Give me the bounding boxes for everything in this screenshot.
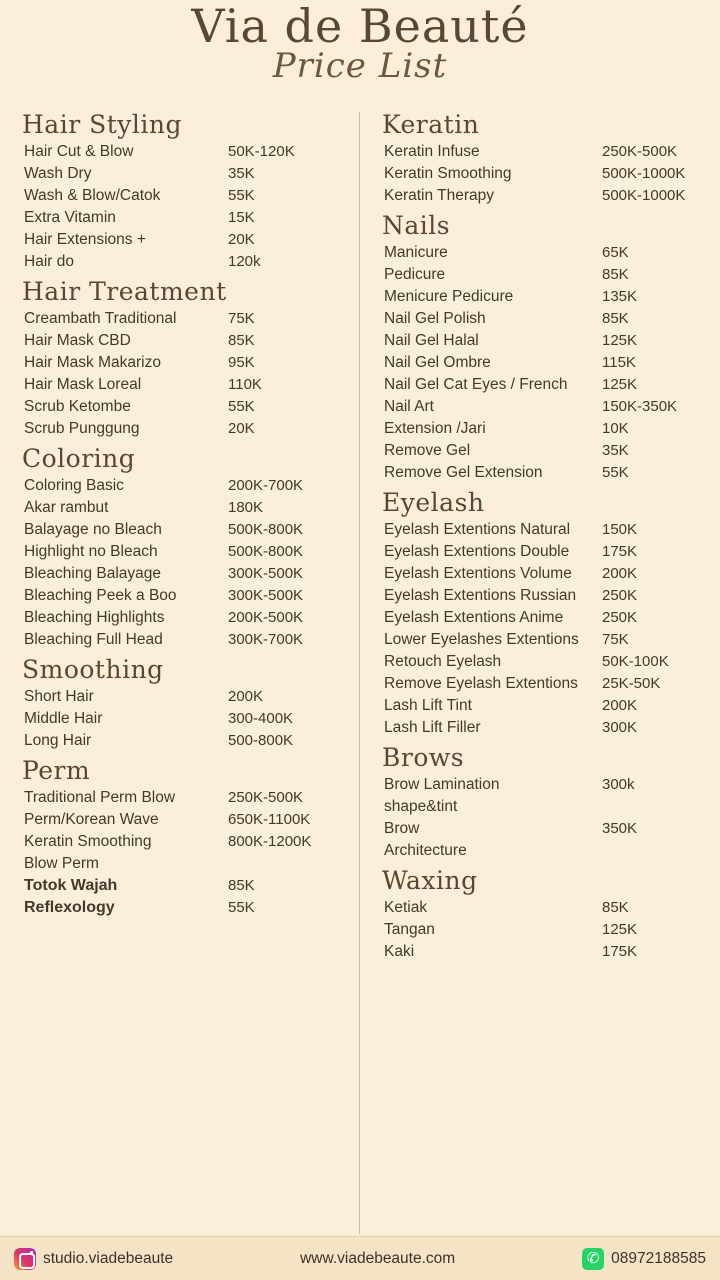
- service-name: Remove Gel Extension: [384, 464, 543, 481]
- page-subtitle: Price List: [272, 46, 448, 87]
- service-price: 135K: [602, 288, 638, 305]
- service-name: Extra Vitamin: [24, 209, 116, 226]
- page-header: [0, 0, 720, 86]
- service-price: 110K: [228, 376, 262, 393]
- service-price: 20K: [228, 231, 255, 248]
- price-row: [374, 897, 706, 919]
- service-price: 115K: [602, 354, 636, 371]
- service-name: Nail Gel Polish: [384, 310, 486, 327]
- service-name: Middle Hair: [24, 710, 103, 727]
- service-name: Short Hair: [24, 688, 94, 705]
- service-price: 300K-700K: [228, 631, 304, 648]
- service-name: Bleaching Balayage: [24, 565, 162, 582]
- price-row: [374, 374, 706, 396]
- service-name: Pedicure: [384, 266, 446, 283]
- service-name: Totok Wajah: [24, 877, 118, 894]
- service-name: Manicure: [384, 244, 448, 261]
- service-name: Brow Lamination: [384, 776, 500, 793]
- service-price: 500K-1000K: [602, 187, 686, 204]
- service-price: 250K: [602, 587, 638, 604]
- section-items: [14, 475, 346, 651]
- service-name: Reflexology: [24, 899, 115, 916]
- right-column: [360, 106, 720, 1236]
- price-row: [374, 352, 706, 374]
- price-row: [374, 919, 706, 941]
- service-price: 180K: [228, 499, 264, 516]
- service-price: 300K: [602, 719, 638, 736]
- instagram-icon: [14, 1248, 36, 1270]
- service-price: 75K: [228, 310, 255, 327]
- service-name: Hair do: [24, 253, 74, 270]
- service-price: 500-800K: [228, 732, 294, 749]
- price-row: [374, 396, 706, 418]
- service-price: 85K: [602, 899, 629, 916]
- whatsapp-number: 08972188585: [611, 1249, 706, 1267]
- price-row: [374, 141, 706, 163]
- service-price: 250K-500K: [602, 143, 678, 160]
- price-row: [14, 497, 346, 519]
- service-price: 300-400K: [228, 710, 294, 727]
- service-name: Keratin Smoothing: [24, 833, 152, 850]
- price-columns: [0, 106, 720, 1236]
- section-title-waxing: Waxing: [382, 866, 478, 895]
- section-items: [14, 141, 346, 273]
- price-row: [374, 440, 706, 462]
- service-name: Hair Mask Makarizo: [24, 354, 161, 371]
- service-price: 55K: [228, 187, 255, 204]
- service-price: 55K: [602, 464, 629, 481]
- price-row: [14, 787, 346, 809]
- service-name: Retouch Eyelash: [384, 653, 502, 670]
- price-row: [374, 818, 706, 840]
- price-row: [14, 730, 346, 752]
- price-row: [374, 330, 706, 352]
- service-price: 250K-500K: [228, 789, 304, 806]
- service-price: 25K-50K: [602, 675, 661, 692]
- service-price: 10K: [602, 420, 629, 437]
- service-price: 200K-700K: [228, 477, 304, 494]
- price-row: [374, 563, 706, 585]
- service-name: Wash & Blow/Catok: [24, 187, 161, 204]
- service-name: Eyelash Extentions Russian: [384, 587, 577, 604]
- service-name: Nail Gel Ombre: [384, 354, 491, 371]
- service-name: Kaki: [384, 943, 415, 960]
- service-price: 125K: [602, 921, 638, 938]
- service-price: 175K: [602, 943, 638, 960]
- service-price: 85K: [228, 332, 255, 349]
- price-row: [374, 629, 706, 651]
- price-row: [374, 651, 706, 673]
- section-title-keratin: Keratin: [382, 110, 480, 139]
- service-price: 200K: [228, 688, 264, 705]
- service-price: 500K-1000K: [602, 165, 686, 182]
- service-name: Scrub Ketombe: [24, 398, 131, 415]
- price-row: [14, 475, 346, 497]
- price-row: [374, 796, 706, 818]
- price-row: [14, 163, 346, 185]
- service-price: 200K: [602, 697, 638, 714]
- price-row: [14, 185, 346, 207]
- service-price: 35K: [228, 165, 255, 182]
- page-footer: [0, 1236, 720, 1280]
- price-row: [14, 686, 346, 708]
- service-name: shape&tint: [384, 798, 458, 815]
- left-column: [0, 106, 360, 1236]
- section-items: [374, 519, 706, 739]
- section-title-smoothing: Smoothing: [22, 655, 164, 684]
- price-row: [14, 875, 346, 897]
- service-name: Lash Lift Filler: [384, 719, 481, 736]
- service-name: Remove Eyelash Extentions: [384, 675, 578, 692]
- price-row: [14, 352, 346, 374]
- service-name: Ketiak: [384, 899, 428, 916]
- service-price: 150K: [602, 521, 638, 538]
- website-url: www.viadebeaute.com: [300, 1249, 456, 1267]
- section-title-perm: Perm: [22, 756, 91, 785]
- price-row: [14, 141, 346, 163]
- service-name: Nail Art: [384, 398, 434, 415]
- price-row: [374, 308, 706, 330]
- price-row: [374, 695, 706, 717]
- service-price: 500K-800K: [228, 521, 304, 538]
- service-price: 85K: [602, 310, 629, 327]
- price-row: [14, 207, 346, 229]
- service-name: Coloring Basic: [24, 477, 124, 494]
- section-title-coloring: Coloring: [22, 444, 136, 473]
- price-row: [14, 585, 346, 607]
- service-price: 120k: [228, 253, 261, 270]
- price-row: [374, 607, 706, 629]
- service-name: Eyelash Extentions Volume: [384, 565, 572, 582]
- price-row: [14, 308, 346, 330]
- service-name: Wash Dry: [24, 165, 92, 182]
- service-name: Nail Gel Cat Eyes / French: [384, 376, 568, 393]
- service-price: 300k: [602, 776, 635, 793]
- price-row: [374, 774, 706, 796]
- service-name: Eyelash Extentions Natural: [384, 521, 571, 538]
- price-row: [14, 330, 346, 352]
- price-row: [14, 607, 346, 629]
- price-row: [14, 374, 346, 396]
- price-row: [14, 251, 346, 273]
- section-title-hair-styling: Hair Styling: [22, 110, 182, 139]
- service-price: 300K-500K: [228, 587, 304, 604]
- price-row: [374, 264, 706, 286]
- service-price: 350K: [602, 820, 638, 837]
- website-contact[interactable]: [300, 1250, 455, 1268]
- service-price: 800K-1200K: [228, 833, 312, 850]
- service-name: Hair Extensions +: [24, 231, 146, 248]
- price-row: [374, 242, 706, 264]
- price-row: [14, 897, 346, 919]
- price-row: [374, 541, 706, 563]
- section-items: [374, 242, 706, 484]
- instagram-handle: studio.viadebeaute: [43, 1249, 174, 1267]
- price-row: [374, 519, 706, 541]
- service-price: 50K-120K: [228, 143, 295, 160]
- whatsapp-contact[interactable]: [582, 1248, 706, 1270]
- service-name: Brow: [384, 820, 420, 837]
- service-name: Lash Lift Tint: [384, 697, 472, 714]
- service-price: 15K: [228, 209, 255, 226]
- service-price: 125K: [602, 332, 638, 349]
- service-name: Hair Cut & Blow: [24, 143, 134, 160]
- service-name: Perm/Korean Wave: [24, 811, 159, 828]
- service-name: Long Hair: [24, 732, 92, 749]
- service-price: 175K: [602, 543, 638, 560]
- service-name: Remove Gel: [384, 442, 471, 459]
- price-row: [14, 229, 346, 251]
- service-price: 300K-500K: [228, 565, 304, 582]
- price-row: [374, 418, 706, 440]
- section-items: [374, 774, 706, 862]
- service-name: Extension /Jari: [384, 420, 486, 437]
- price-row: [374, 673, 706, 695]
- service-name: Blow Perm: [24, 855, 99, 872]
- price-row: [14, 541, 346, 563]
- service-price: 85K: [228, 877, 255, 894]
- price-row: [374, 840, 706, 862]
- service-price: 55K: [228, 398, 255, 415]
- service-name: Keratin Smoothing: [384, 165, 512, 182]
- service-name: Lower Eyelashes Extentions: [384, 631, 579, 648]
- price-row: [14, 418, 346, 440]
- service-price: 95K: [228, 354, 255, 371]
- service-name: Menicure Pedicure: [384, 288, 514, 305]
- service-price: 250K: [602, 609, 638, 626]
- service-name: Hair Mask Loreal: [24, 376, 142, 393]
- service-name: Architecture: [384, 842, 467, 859]
- price-row: [374, 462, 706, 484]
- service-name: Bleaching Highlights: [24, 609, 165, 626]
- section-items: [14, 787, 346, 919]
- brand-title: Via de Beauté: [191, 0, 529, 53]
- price-row: [374, 185, 706, 207]
- price-row: [374, 286, 706, 308]
- service-name: Akar rambut: [24, 499, 109, 516]
- service-price: 200K-500K: [228, 609, 304, 626]
- service-price: 20K: [228, 420, 255, 437]
- service-name: Bleaching Full Head: [24, 631, 163, 648]
- price-row: [14, 396, 346, 418]
- price-row: [374, 717, 706, 739]
- price-row: [14, 519, 346, 541]
- service-name: Hair Mask CBD: [24, 332, 131, 349]
- service-name: Highlight no Bleach: [24, 543, 158, 560]
- price-row: [14, 563, 346, 585]
- price-row: [14, 708, 346, 730]
- service-price: 55K: [228, 899, 255, 916]
- service-name: Keratin Therapy: [384, 187, 494, 204]
- service-price: 500K-800K: [228, 543, 304, 560]
- service-name: Nail Gel Halal: [384, 332, 479, 349]
- price-row: [14, 853, 346, 875]
- service-price: 125K: [602, 376, 638, 393]
- service-price: 650K-1100K: [228, 811, 311, 828]
- section-items: [374, 141, 706, 207]
- service-name: Keratin Infuse: [384, 143, 480, 160]
- service-name: Tangan: [384, 921, 435, 938]
- service-name: Traditional Perm Blow: [24, 789, 176, 806]
- service-price: 35K: [602, 442, 629, 459]
- service-name: Bleaching Peek a Boo: [24, 587, 177, 604]
- service-price: 200K: [602, 565, 638, 582]
- service-name: Eyelash Extentions Double: [384, 543, 570, 560]
- service-name: Balayage no Bleach: [24, 521, 162, 538]
- price-row: [374, 163, 706, 185]
- service-name: Eyelash Extentions Anime: [384, 609, 564, 626]
- section-items: [374, 897, 706, 963]
- whatsapp-icon: ✆: [582, 1248, 604, 1270]
- service-price: 150K-350K: [602, 398, 678, 415]
- section-title-nails: Nails: [382, 211, 451, 240]
- price-row: [374, 585, 706, 607]
- section-title-hair-treatment: Hair Treatment: [22, 277, 227, 306]
- service-price: 65K: [602, 244, 629, 261]
- service-price: 50K-100K: [602, 653, 669, 670]
- section-title-brows: Brows: [382, 743, 465, 772]
- section-items: [14, 686, 346, 752]
- price-row: [14, 831, 346, 853]
- service-name: Scrub Punggung: [24, 420, 140, 437]
- price-row: [14, 629, 346, 651]
- section-title-eyelash: Eyelash: [382, 488, 485, 517]
- section-items: [14, 308, 346, 440]
- service-price: 75K: [602, 631, 629, 648]
- service-price: 85K: [602, 266, 629, 283]
- price-row: [14, 809, 346, 831]
- instagram-contact[interactable]: [14, 1248, 173, 1270]
- price-row: [374, 941, 706, 963]
- service-name: Creambath Traditional: [24, 310, 177, 327]
